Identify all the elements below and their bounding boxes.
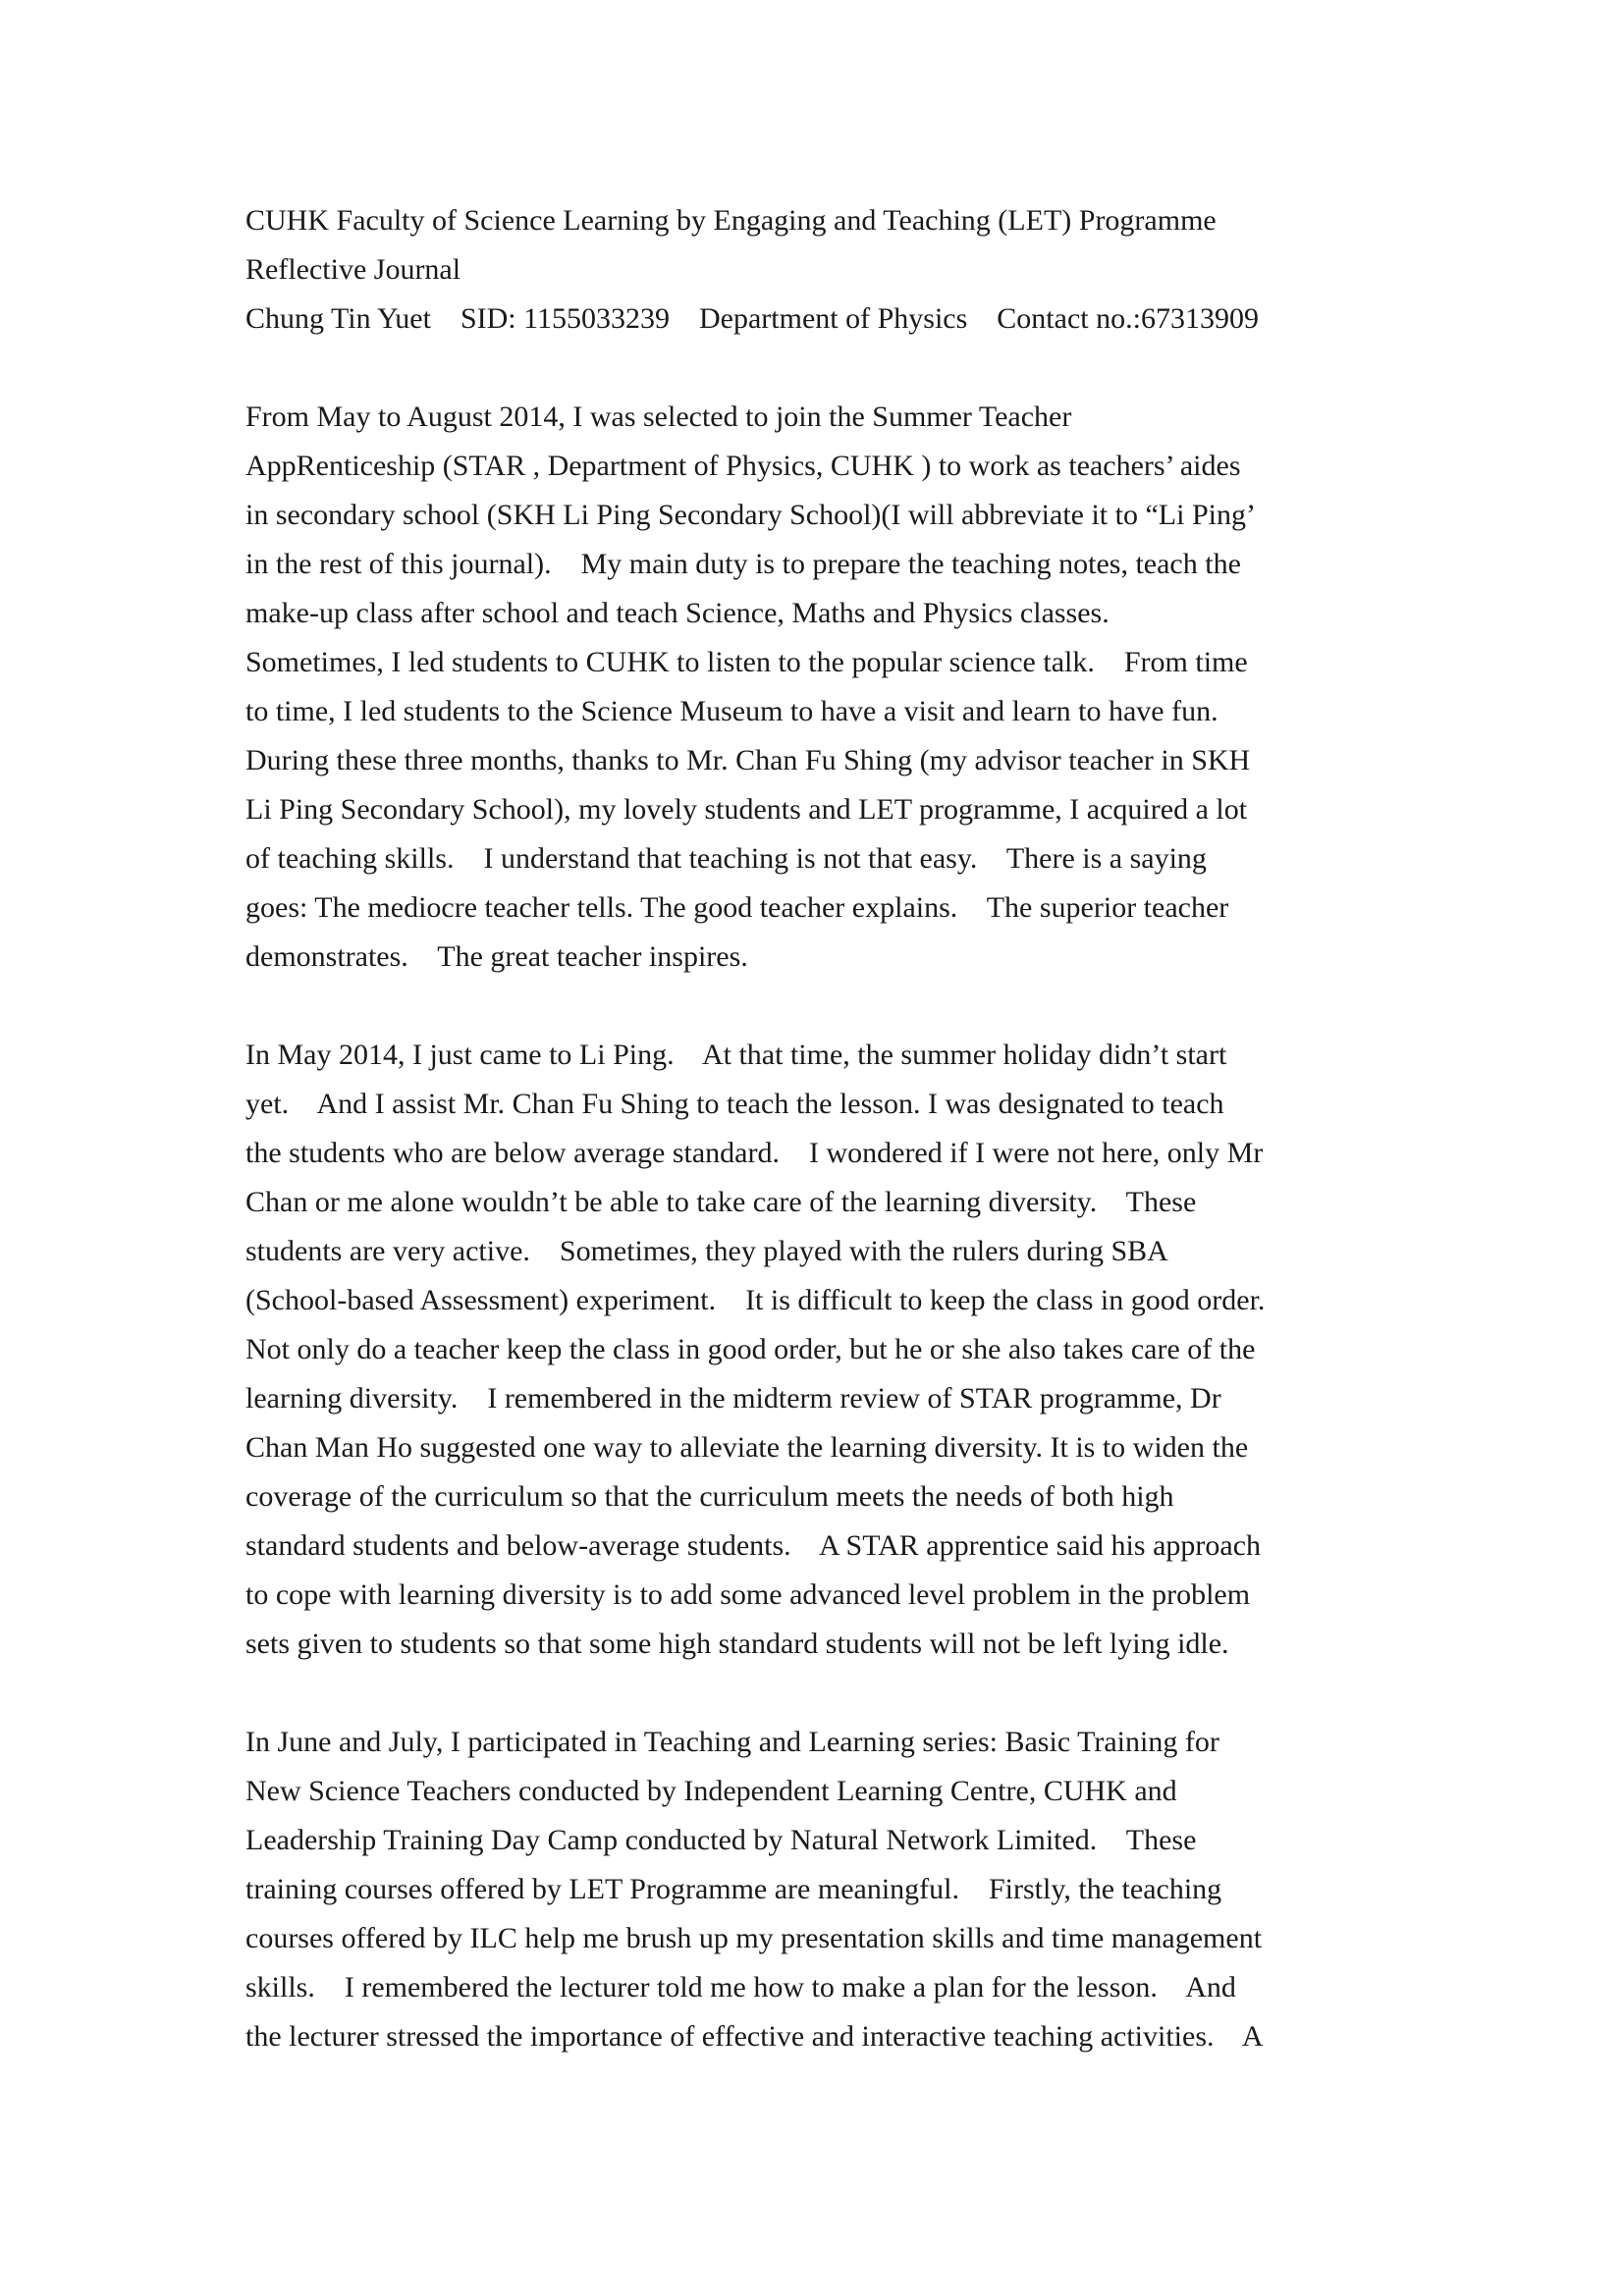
paragraph-line: skills. I remembered the lecturer told me how to make a plan for the lesson. And bbox=[245, 1971, 1236, 2003]
paragraph-line: training courses offered by LET Programme are meaningful. Firstly, the teaching bbox=[245, 1873, 1222, 1905]
paragraph-line: In June and July, I participated in Teaching and Learning series: Basic Training for bbox=[245, 1726, 1219, 1758]
paragraph-line: From May to August 2014, I was selected to join the Summer Teacher bbox=[245, 400, 1072, 433]
paragraph-line: to cope with learning diversity is to add some advanced level problem in the problem bbox=[245, 1578, 1251, 1611]
paragraph-line: Not only do a teacher keep the class in good order, but he or she also takes care of the bbox=[245, 1333, 1256, 1365]
author-details: Chung Tin Yuet SID: 1155033239 Department of Physics Contact no.:67313909 bbox=[245, 302, 1259, 335]
paragraph-line: Li Ping Secondary School), my lovely students and LET programme, I acquired a lot bbox=[245, 793, 1248, 826]
paragraph-line: New Science Teachers conducted by Independent Learning Centre, CUHK and bbox=[245, 1775, 1177, 1807]
paragraph-line: make-up class after school and teach Science, Maths and Physics classes. bbox=[245, 597, 1110, 629]
paragraph-gap bbox=[245, 344, 1404, 393]
journal-body bbox=[245, 196, 1404, 2061]
paragraphs bbox=[245, 393, 1404, 2061]
paragraph-line: Chan or me alone wouldn’t be able to take care of the learning diversity. These bbox=[245, 1186, 1197, 1218]
paragraph-line: Sometimes, I led students to CUHK to listen to the popular science talk. From time bbox=[245, 646, 1248, 678]
paragraph-line: demonstrates. The great teacher inspires. bbox=[245, 940, 748, 973]
paragraph-line: AppRenticeship (STAR , Department of Physics, CUHK ) to work as teachers’ aides bbox=[245, 450, 1241, 482]
paragraph-line: students are very active. Sometimes, they played with the rulers during SBA bbox=[245, 1235, 1168, 1267]
paragraph bbox=[245, 1031, 1404, 1669]
paragraph-line: learning diversity. I remembered in the midterm review of STAR programme, Dr bbox=[245, 1382, 1221, 1415]
paragraph-line: courses offered by ILC help me brush up my presentation skills and time management bbox=[245, 1922, 1263, 1954]
paragraph-line: the students who are below average standard. I wondered if I were not here, only Mr bbox=[245, 1137, 1264, 1169]
paragraph-gap bbox=[245, 982, 1404, 1031]
paragraph-line: of teaching skills. I understand that teaching is not that easy. There is a saying bbox=[245, 842, 1207, 875]
paragraph-line: In May 2014, I just came to Li Ping. At that time, the summer holiday didn’t start bbox=[245, 1039, 1227, 1071]
paragraph-gap bbox=[245, 1669, 1404, 1718]
paragraph-line: in secondary school (SKH Li Ping Secondary School)(I will abbreviate it to “Li Ping’ bbox=[245, 499, 1256, 531]
paragraph-line: coverage of the curriculum so that the curriculum meets the needs of both high bbox=[245, 1480, 1174, 1513]
paragraph-line: goes: The mediocre teacher tells. The good teacher explains. The superior teacher bbox=[245, 891, 1229, 924]
paragraph bbox=[245, 393, 1404, 982]
paragraph-line: During these three months, thanks to Mr. Chan Fu Shing (my advisor teacher in SKH bbox=[245, 744, 1251, 776]
document-header bbox=[245, 196, 1404, 344]
paragraph-line: yet. And I assist Mr. Chan Fu Shing to teach the lesson. I was designated to teach bbox=[245, 1088, 1224, 1120]
journal-subtitle: Reflective Journal bbox=[245, 253, 461, 286]
paragraph-line: Leadership Training Day Camp conducted by Natural Network Limited. These bbox=[245, 1824, 1197, 1856]
paragraph-line: standard students and below-average students. A STAR apprentice said his approach bbox=[245, 1529, 1262, 1562]
paragraph-line: Chan Man Ho suggested one way to alleviate the learning diversity. It is to widen the bbox=[245, 1431, 1249, 1464]
programme-title: CUHK Faculty of Science Learning by Engaging and Teaching (LET) Programme bbox=[245, 204, 1217, 237]
paragraph-line: (School-based Assessment) experiment. It is difficult to keep the class in good order. bbox=[245, 1284, 1266, 1316]
paragraph-line: to time, I led students to the Science Museum to have a visit and learn to have fun. bbox=[245, 695, 1218, 727]
paragraph-line: sets given to students so that some high standard students will not be left lying idle. bbox=[245, 1628, 1229, 1660]
paragraph-line: the lecturer stressed the importance of effective and interactive teaching activities. A bbox=[245, 2020, 1264, 2053]
paragraph bbox=[245, 1718, 1404, 2061]
paragraph-line: in the rest of this journal). My main duty is to prepare the teaching notes, teach the bbox=[245, 548, 1241, 580]
